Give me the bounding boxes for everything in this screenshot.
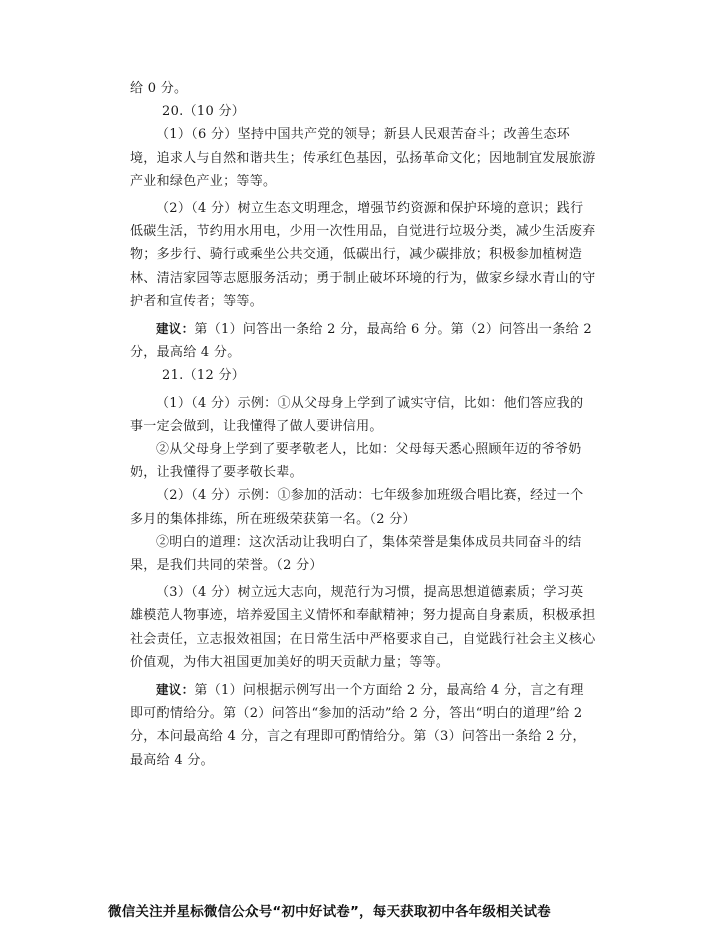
footer-promo: 微信关注并星标微信公众号“初中好试卷”，每天获取初中各年级相关试卷: [108, 904, 551, 920]
suggestion-label: 建议：: [156, 682, 195, 698]
answer-key-content: [130, 77, 596, 772]
q21-part2b: ②明白的道理：这次活动让我明白了，集体荣誉是集体成员共同奋斗的结果，是我们共同的荣誉。（2 分）: [130, 534, 582, 574]
text-line: 给 0 分。: [130, 81, 188, 96]
question-header-20: 20.（10 分）: [162, 104, 246, 120]
suggestion-text: 第（1）问答出一条给 2 分，最高给 6 分。第（2）问答出一条给 2 分，最高给 4 分。: [130, 322, 592, 361]
suggestion-text: 第（1）问根据示例写出一个方面给 2 分，最高给 4 分，言之有理即可酌情给分。第（2）问答出“参加的活动”给 2 分，答出“明白的道理”给 2 分，本问最高给 4 分，言之有理即可酌情给分。第（3）问答出一条给 2 分，最高给 4 分。: [130, 683, 586, 768]
q21-part1: （1）（4 分）示例：①从父母身上学到了诚实守信，比如：他们答应我的事一定会做到，让我懂得了做人要讲信用。: [130, 395, 584, 434]
q20-part1: （1）（6 分）坚持中国共产党的领导；新县人民艰苦奋斗；改善生态环境，追求人与自然和谐共生；传承红色基因，弘扬革命文化；因地制宜发展旅游产业和绿色产业；等等。: [130, 127, 596, 189]
suggestion-label: 建议：: [156, 321, 195, 337]
q21-part2: （2）（4 分）示例：①参加的活动：七年级参加班级合唱比赛，经过一个多月的集体排练，所在班级荣获第一名。（2 分）: [130, 488, 584, 527]
q20-part2: （2）（4 分）树立生态文明理念，增强节约资源和保护环境的意识；践行低碳生活，节约用水用电，少用一次性用品，自觉进行垃圾分类，减少生活废弃物；多步行、骑行或乘坐公共交通，低碳出行，减少碳排放；积极参加植树造林、清洁家园等志愿服务活动；勇于制止破坏环境的行为，做家乡绿水青山的守护者和宣传者；等等。: [130, 201, 596, 309]
q21-part1b: ②从父母身上学到了要孝敬老人，比如：父母每天悉心照顾年迈的爷爷奶奶，让我懂得了要孝敬长辈。: [130, 442, 582, 481]
q21-suggestion: [130, 678, 596, 772]
question-header-21: 21.（12 分）: [162, 368, 246, 384]
q20-suggestion: [130, 317, 596, 364]
q21-part3: （3）（4 分）树立远大志向，规范行为习惯，提高思想道德素质；学习英雄模范人物事迹，培养爱国主义情怀和奉献精神；努力提高自身素质，积极承担社会责任，立志报效祖国；在日常生活中严格要求自己，自觉践行社会主义核心价值观，为伟大祖国更加美好的明天贡献力量；等等。: [130, 585, 596, 670]
